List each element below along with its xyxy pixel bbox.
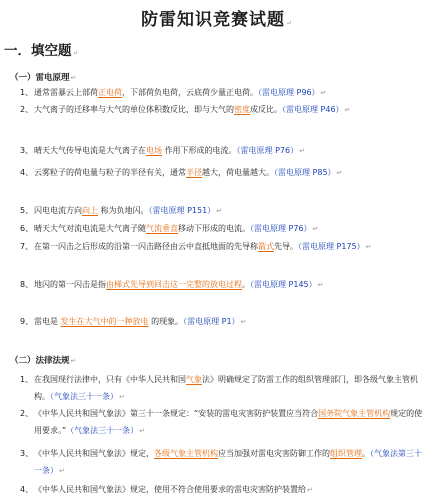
paragraph-mark-icon: ↵ (336, 169, 343, 177)
answer-text: 组织管理 (330, 449, 362, 458)
document-title (0, 5, 434, 30)
answer-text: 向上 (82, 206, 98, 215)
list-item (20, 220, 426, 238)
reference-text: （雷电原理 P46） (282, 105, 344, 114)
item-number: 4、 (20, 485, 34, 494)
question-text: 。 (242, 280, 250, 289)
paragraph-mark-icon: ↵ (72, 49, 79, 57)
item-number: 8、 (20, 280, 34, 289)
item-text (34, 375, 418, 401)
question-text: 《中华人民共和国气象法》规定， (34, 449, 154, 458)
question-text: 在第一闪击之后形成的沿第一闪击路径由云中直抵地面的先导称 (34, 242, 258, 251)
item-text (34, 317, 246, 326)
item-number: 4、 (20, 168, 34, 177)
list-item (20, 101, 426, 119)
answer-text: 气流垂直 (146, 224, 178, 233)
question-text: 晴天大气对流电流是大气离子随 (34, 224, 146, 233)
item-text (34, 105, 350, 114)
question-text: 《中华人民共和国气象法》第三十一条规定：“安装的雷电灾害防护装置应当符合 (34, 409, 319, 418)
item-number: 3、 (20, 449, 34, 458)
question-text: 法》明确规定了防雷工作的组织管理部门，即各级气象主管机构。 (34, 375, 418, 401)
answer-text: 气象 (186, 375, 202, 384)
item-number: 5、 (20, 206, 34, 215)
item-number: 2、 (20, 105, 34, 114)
item-text (34, 168, 342, 177)
question-text: 在我国现行法律中，只有《中华人民共和国 (34, 375, 186, 384)
list-item (20, 238, 426, 256)
item-number: 1、 (20, 375, 34, 384)
question-text: 移动下形成的电流。 (178, 224, 250, 233)
paragraph-mark-icon: ↵ (240, 318, 247, 326)
section-heading-law (10, 354, 76, 366)
question-text: 。 (362, 449, 370, 458)
paragraph-mark-icon: ↵ (307, 486, 313, 494)
section-heading-text: （二）法律法规 (10, 356, 70, 366)
paragraph-mark-icon: ↵ (70, 357, 77, 365)
answer-text: 正电荷 (98, 88, 122, 97)
reference-text: （气象法三十一条） (66, 426, 139, 435)
question-text: 通常雷暴云上部荷 (34, 88, 98, 97)
answer-text: 发生在大气中的一种放电 (60, 317, 149, 326)
list-item (20, 371, 426, 406)
question-text: 闪电电流方向 (34, 206, 82, 215)
item-text (34, 242, 372, 251)
answer-text: 国务院气象主管机构 (318, 409, 391, 418)
paragraph-mark-icon: ↵ (312, 225, 319, 233)
item-text (34, 449, 422, 475)
item-number: 2、 (20, 409, 34, 418)
item-text (34, 224, 318, 233)
paragraph-mark-icon: ↵ (320, 89, 327, 97)
question-text: 作用下形成的电流。 (162, 146, 237, 155)
list-item (20, 276, 426, 294)
paragraph-mark-icon: ↵ (139, 427, 146, 435)
question-text: 应当加强对雷电灾害防御工作的 (218, 449, 330, 458)
list-item (20, 481, 426, 499)
reference-text: （雷电原理 P96） (258, 88, 320, 97)
part-heading (4, 39, 78, 59)
question-text: 晴天大气传导电流是大气离子在 (34, 146, 146, 155)
item-number: 1、 (20, 88, 34, 97)
reference-text: （雷电原理 P1） (183, 317, 240, 326)
reference-text: （雷电原理 P151） (148, 206, 216, 215)
paragraph-mark-icon: ↵ (119, 393, 125, 401)
paragraph-mark-icon: ↵ (216, 207, 223, 215)
list-item (20, 313, 426, 331)
item-text (34, 88, 326, 97)
item-text (34, 280, 324, 289)
list-item (20, 405, 426, 440)
list-item (20, 445, 426, 480)
reference-text: （雷电原理 P85） (274, 168, 336, 177)
answer-text: 各级气象主管机构 (154, 449, 218, 458)
item-text (34, 146, 305, 155)
item-text (34, 485, 313, 494)
section-heading-principles (10, 71, 76, 83)
question-text: 先导。 (274, 242, 298, 251)
reference-text: （雷电原理 P76） (236, 146, 299, 155)
question-text: 规定的使用要求。” (34, 409, 423, 435)
question-text: 成反比。 (250, 105, 282, 114)
list-item (20, 202, 426, 220)
paragraph-mark-icon: ↵ (365, 243, 372, 251)
question-text: 云雾粒子的荷电量与粒子的半径有关，通常 (34, 168, 186, 177)
question-text: 的现象。 (148, 317, 184, 326)
paragraph-mark-icon: ↵ (70, 74, 77, 82)
paragraph-mark-icon: ↵ (344, 106, 351, 114)
item-number: 9、 (20, 317, 34, 326)
question-text: 称为负地闪。 (98, 206, 149, 215)
item-text (34, 409, 422, 435)
question-text: 《中华人民共和国气象法》规定，使用不符合使用要求的雷电灾害防护装置给 (34, 485, 306, 494)
reference-text: （雷电原理 P76） (250, 224, 312, 233)
answer-text: 由梯式先导到回击这一完整的放电过程 (106, 280, 242, 289)
item-number: 7、 (20, 242, 34, 251)
question-text: 大气离子的迁移率与大气的单位体积数反比，即与大气的 (34, 105, 234, 114)
reference-text: （气象法三十一条） (50, 392, 118, 401)
paragraph-mark-icon: ↵ (286, 19, 293, 27)
answer-text: 密度 (234, 105, 250, 114)
paragraph-mark-icon: ↵ (317, 281, 324, 289)
list-item (20, 142, 426, 160)
document-title-text: 防雷知识竞赛试题 (141, 10, 286, 30)
part-heading-text: 一．填空题 (4, 43, 72, 59)
paragraph-mark-icon: ↵ (59, 467, 65, 475)
question-text: 地闪的第一闪击是指 (34, 280, 106, 289)
item-text (34, 206, 222, 215)
answer-text: 箭式 (258, 242, 274, 251)
reference-text: （雷电原理 P175） (298, 242, 365, 251)
list-item (20, 164, 426, 182)
list-item (20, 84, 426, 102)
item-number: 3、 (20, 146, 34, 155)
answer-text: 半径 (186, 168, 202, 177)
answer-text: 电场 (146, 146, 162, 155)
section-heading-text: （一）雷电原理 (10, 73, 70, 83)
paragraph-mark-icon: ↵ (299, 147, 305, 155)
question-text: ，下部荷负电荷，云底荷少量正电荷。 (122, 88, 258, 97)
item-number: 6、 (20, 224, 34, 233)
reference-text: （气象法第三十一条） (34, 449, 422, 475)
question-text: 雷电是 (34, 317, 61, 326)
question-text: 越大，荷电量越大。 (202, 168, 274, 177)
reference-text: （雷电原理 P145） (250, 280, 317, 289)
